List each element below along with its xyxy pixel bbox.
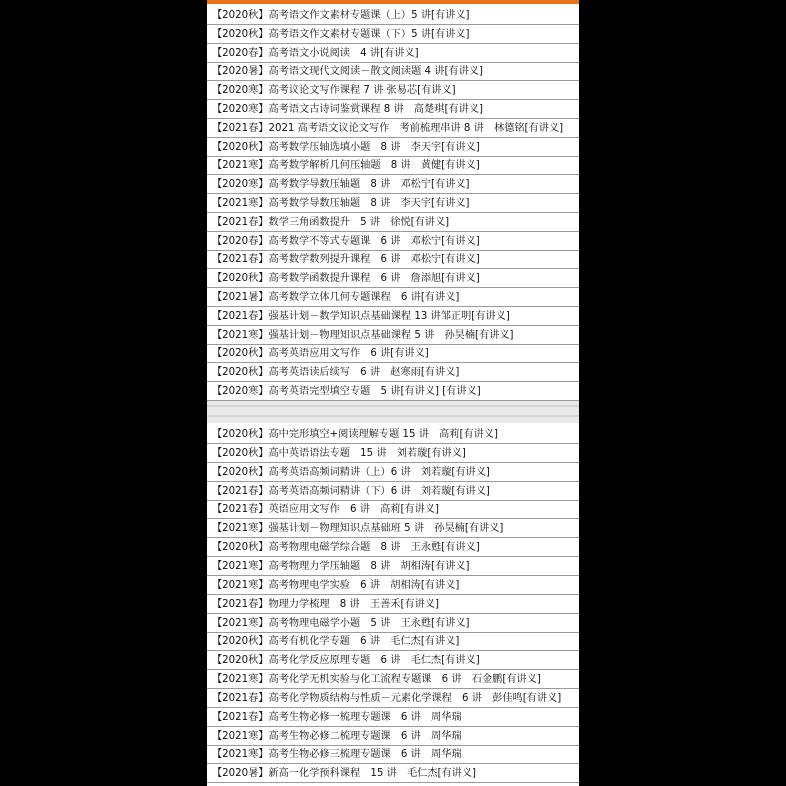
course-row [207, 614, 579, 633]
course-title: 【2020春】高考语文小说阅读 4 讲[有讲义] [212, 47, 419, 59]
course-row [207, 482, 579, 501]
course-title: 【2020寒】高考数学导数压轴题 8 讲 邓松宁[有讲义] [212, 179, 470, 191]
course-row [207, 538, 579, 557]
course-title: 【2020寒】高考议论文写作课程 7 讲 张易芯[有讲义] [212, 85, 456, 97]
course-list-bottom [207, 423, 579, 786]
course-title: 【2020秋】高考数学函数提升课程 6 讲 詹添旭[有讲义] [212, 273, 480, 285]
course-row [207, 326, 579, 345]
course-title: 【2021寒】高考物理电学实验 6 讲 胡相涛[有讲义] [212, 579, 460, 591]
course-title: 【2021暑】高考数学立体几何专题课程 6 讲[有讲义] [212, 292, 460, 303]
course-row [207, 269, 579, 288]
course-row [207, 500, 579, 519]
course-row [207, 119, 579, 138]
course-row [207, 25, 579, 44]
course-title: 【2020秋】高考语文作文素材专题课（上）5 讲[有讲义] [212, 10, 470, 21]
course-title: 【2020寒】高考语文古诗词鉴赏课程 8 讲 高楚琪[有讲义] [212, 104, 483, 115]
course-row [207, 213, 579, 232]
course-row [207, 595, 579, 614]
course-title: 【2021寒】强基计划－物理知识点基础课程 5 讲 孙昊楠[有讲义] [212, 329, 514, 341]
gap-divider-line [207, 405, 579, 407]
course-row [207, 44, 579, 63]
course-title: 【2021春】2021 高考语文议论文写作 考前梳理串讲 8 讲 林德铭[有讲义] [212, 122, 564, 134]
section-gap [207, 401, 579, 423]
course-title: 【2021寒】高考生物必修二梳理专题课 6 讲 周华瑞 [212, 730, 462, 742]
course-row [207, 194, 579, 213]
course-row [207, 764, 579, 783]
course-row [207, 175, 579, 194]
course-title: 【2020秋】高中英语语法专题 15 讲 刘若璇[有讲义] [212, 447, 466, 459]
course-title: 【2020暑】高考语文现代文阅读－散文阅读题 4 讲[有讲义] [212, 66, 483, 78]
course-title: 【2020秋】高考数学压轴选填小题 8 讲 李天宇[有讲义] [212, 141, 480, 153]
course-row [207, 250, 579, 269]
course-title: 【2020秋】高考英语读后续写 6 讲 赵寒雨[有讲义] [212, 367, 460, 379]
course-title: 【2020秋】高中完形填空+阅读理解专题 15 讲 高莉[有讲义] [212, 429, 498, 440]
course-row [207, 6, 579, 25]
gap-divider-line [207, 415, 579, 417]
course-row [207, 727, 579, 746]
course-row [207, 344, 579, 363]
course-row [207, 62, 579, 81]
course-row [207, 519, 579, 538]
top-accent-bar [207, 0, 579, 4]
course-title: 【2021春】高考数学数列提升课程 6 讲 邓松宁[有讲义] [212, 254, 480, 266]
course-row [207, 232, 579, 251]
course-row [207, 557, 579, 576]
course-row [207, 156, 579, 175]
course-row [207, 363, 579, 382]
course-row [207, 444, 579, 463]
course-title: 【2021春】数学三角函数提升 5 讲 徐悦[有讲义] [212, 216, 450, 228]
course-title: 【2021寒】高考数学导数压轴题 8 讲 李天宇[有讲义] [212, 198, 470, 209]
course-title: 【2021春】强基计划－数学知识点基础课程 13 讲邹正明[有讲义] [212, 310, 510, 322]
course-row [207, 382, 579, 401]
course-title: 【2021春】高考化学物质结构与性质－元素化学课程 6 讲 彭佳鸣[有讲义] [212, 692, 562, 704]
course-row [207, 463, 579, 482]
course-title: 【2020秋】高考化学反应原理专题 6 讲 毛仁杰[有讲义] [212, 655, 480, 667]
course-row [207, 632, 579, 651]
course-row [207, 100, 579, 119]
course-title: 【2021春】英语应用文写作 6 讲 高莉[有讲义] [212, 504, 439, 516]
course-title: 【2020秋】高考英语应用文写作 6 讲[有讲义] [212, 348, 429, 360]
course-row [207, 745, 579, 764]
course-title: 【2021寒】高考物理电磁学小题 5 讲 王永甦[有讲义] [212, 617, 470, 629]
course-row [207, 288, 579, 307]
course-title: 【2021春】高考生物必修一梳理专题课 6 讲 周华瑞 [212, 711, 462, 723]
course-row [207, 576, 579, 595]
course-row [207, 670, 579, 689]
course-title: 【2021春】高考英语高频词精讲（下）6 讲 刘若璇[有讲义] [212, 485, 490, 497]
course-row [207, 425, 579, 444]
course-title: 【2020寒】高考英语完型填空专题 5 讲[有讲义] [有讲义] [212, 386, 481, 397]
course-title: 【2021寒】强基计划－物理知识点基础班 5 讲 孙昊楠[有讲义] [212, 523, 504, 535]
course-row [207, 651, 579, 670]
course-title: 【2020秋】高考英语高频词精讲（上）6 讲 刘若璇[有讲义] [212, 466, 490, 478]
course-row [207, 689, 579, 708]
course-title: 【2020暑】新高一化学预科课程 15 讲 毛仁杰[有讲义] [212, 768, 477, 780]
course-title: 【2021春】物理力学梳理 8 讲 王善禾[有讲义] [212, 598, 439, 610]
course-list-top [207, 0, 579, 401]
course-row [207, 81, 579, 100]
course-title: 【2020秋】高考有机化学专题 6 讲 毛仁杰[有讲义] [212, 636, 460, 648]
course-title: 【2020春】高考数学不等式专题课 6 讲 邓松宁[有讲义] [212, 235, 480, 247]
course-row [207, 307, 579, 326]
course-row [207, 138, 579, 157]
course-title: 【2021寒】高考物理力学压轴题 8 讲 胡相涛[有讲义] [212, 560, 470, 572]
course-title: 【2021寒】高考生物必修三梳理专题课 6 讲 周华瑞 [212, 749, 462, 761]
course-title: 【2020秋】高考物理电磁学综合题 8 讲 王永甦[有讲义] [212, 542, 480, 554]
course-title: 【2020秋】高考语文作文素材专题课（下）5 讲[有讲义] [212, 28, 470, 40]
course-title: 【2021寒】高考化学无机实验与化工流程专题课 6 讲 石金鹏[有讲义] [212, 674, 541, 686]
course-title: 【2021寒】高考数学解析几何压轴题 8 讲 黄健[有讲义] [212, 160, 480, 172]
course-row [207, 708, 579, 727]
